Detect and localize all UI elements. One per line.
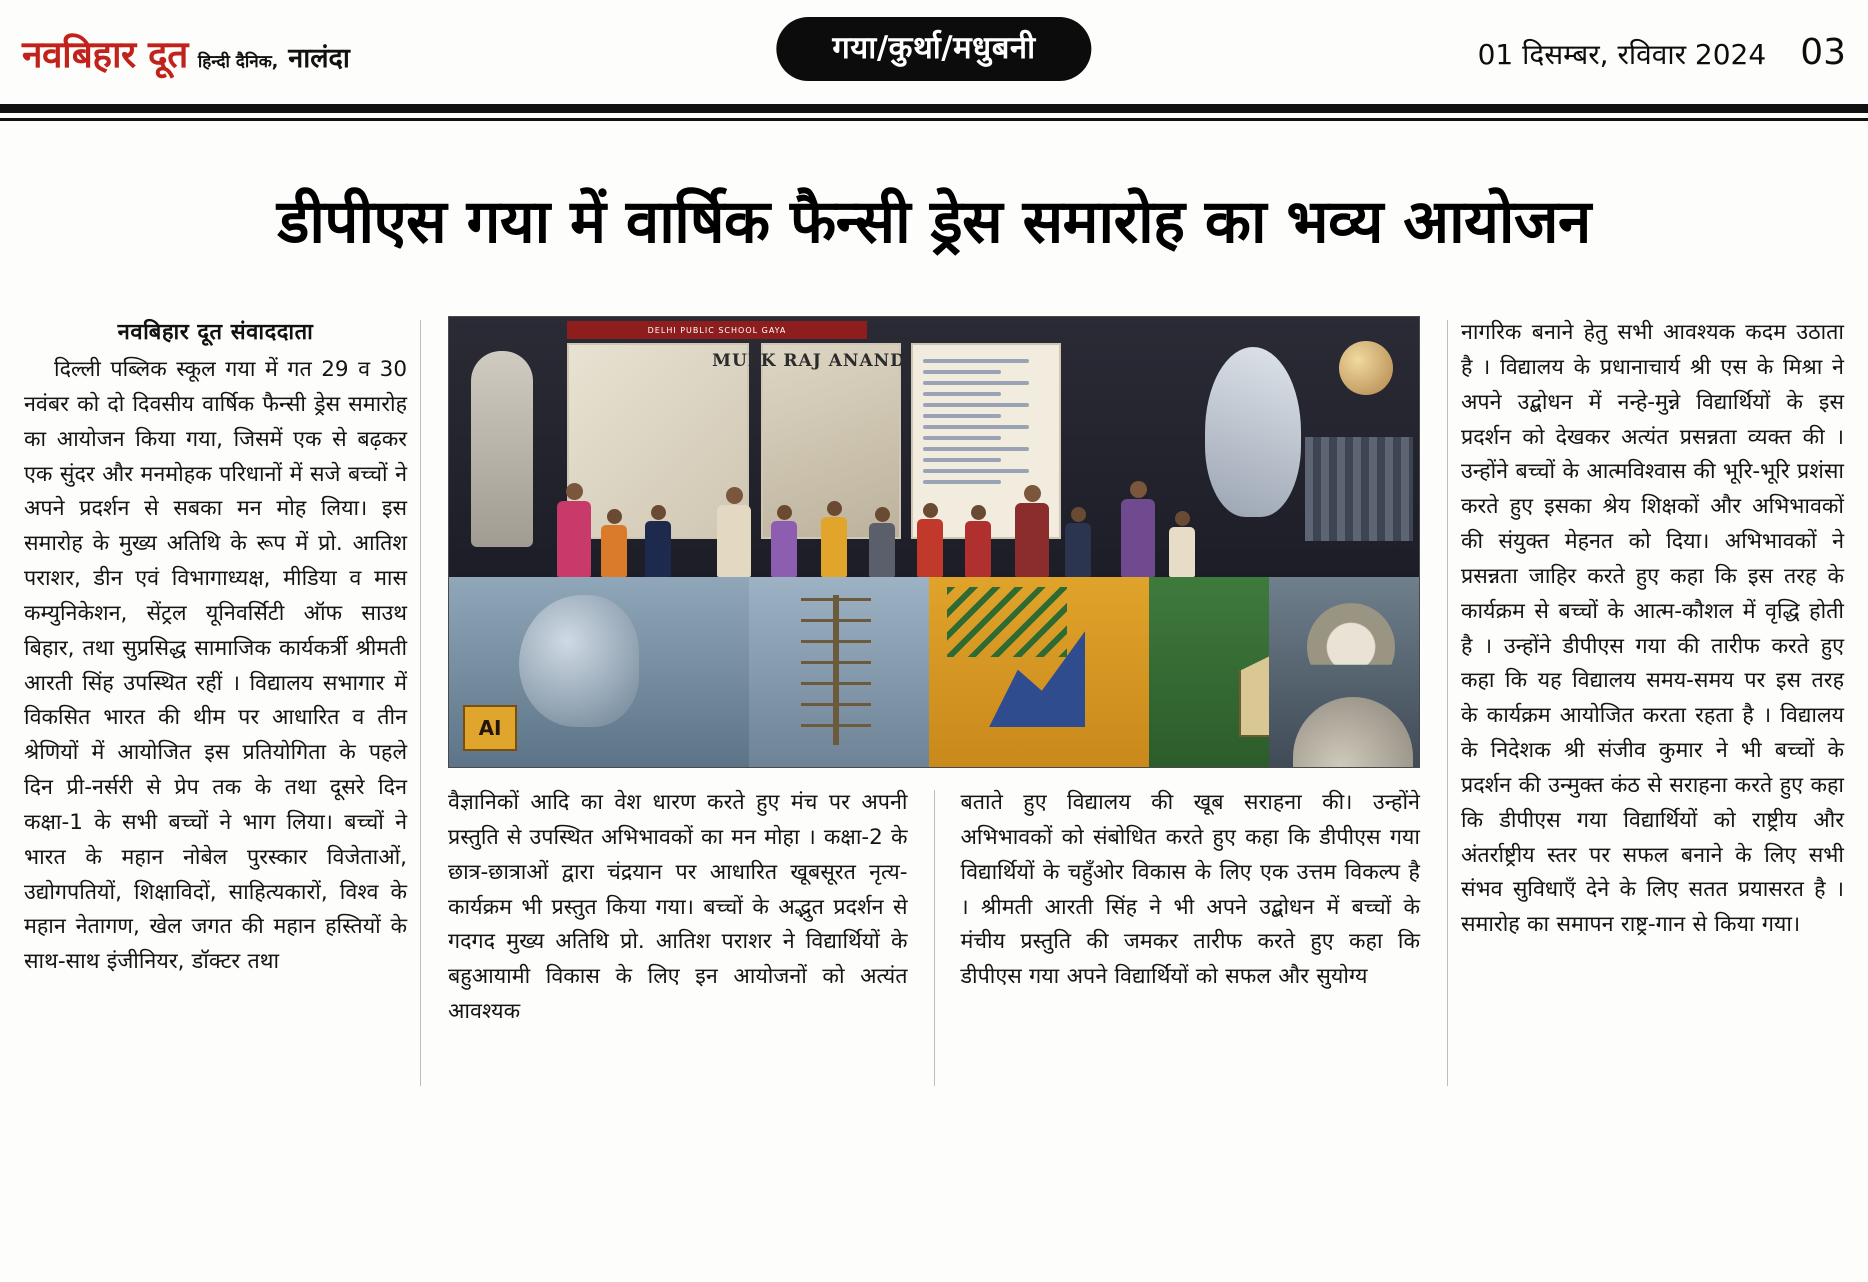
middle-text-columns (448, 786, 1420, 1086)
column-2 (448, 786, 920, 1086)
article-photo (448, 316, 1420, 768)
photo-performer (717, 487, 751, 577)
photo-mural-ai-head (519, 595, 639, 727)
column-1 (24, 316, 407, 1086)
byline: नवबिहार दूत संवाददाता (117, 320, 314, 346)
masthead-divider-thin (0, 118, 1868, 121)
brand-name: नवबिहार दूत (22, 32, 188, 76)
newspaper-logo (22, 27, 350, 78)
photo-performer (557, 483, 591, 577)
dateline (1478, 32, 1846, 73)
photo-performer (1121, 481, 1155, 577)
article-headline: डीपीएस गया में वार्षिक फैन्सी ड्रेस समारोह का भव्य आयोजन (277, 187, 1591, 258)
photo-robot-face (1205, 347, 1301, 517)
brand-subtitle: हिन्दी दैनिक, (197, 51, 279, 72)
brand-city: नालंदा (288, 42, 350, 74)
page-number: 03 (1800, 31, 1846, 73)
photo-backdrop-title: MULK RAJ ANAND (712, 351, 906, 372)
paragraph-2: वैज्ञानिकों आदि का वेश धारण करते हुए मंच पर अपनी प्रस्तुति से उपस्थित अभिभावकों का मन मोहा । कक्षा-2 के छात्र-छात्राओं द्वारा चंद्रयान पर आधारित खूबसूरत नृत्य-कार्यक्रम भी प्रस्तुत किया गया। बच्चों के अद्भुत प्रदर्शन से गदगद मुख्य अतिथि प्रो. आतिश पराशर ने विद्यार्थियों के बहुआयामी विकास के लिए इन आयोजनों को अत्यंत आवश्यक (448, 790, 908, 1025)
photo-performer (601, 509, 627, 577)
column-divider-3 (1447, 320, 1448, 1086)
paragraph-4: नागरिक बनाने हेतु सभी आवश्यक कदम उठाता है । विद्यालय के प्रधानाचार्य श्री एस के मिश्रा ने अपने उद्बोधन में नन्हे-मुन्ने विद्यार्थियों के इस प्रदर्शन को देखकर अत्यंत प्रसन्नता व्यक्त की । उन्होंने बच्चों के आत्मविश्वास की भूरि-भूरि प्रशंसा करते हुए इसका श्रेय शिक्षकों और अभिभावकों की संयुक्त मेहनत को दिया। अभिभावकों ने प्रसन्नता जाहिर करते हुए कहा कि इस तरह के कार्यक्रम से बच्चों के आत्म-कौशल में वृद्धि होती है । उन्होंने डीपीएस गया की तारीफ करते हुए कहा कि यह विद्यालय समय-समय पर इस तरह के कार्यक्रम आयोजित करता रहता है । विद्यालय के निदेशक श्री संजीव कुमार ने भी बच्चों के प्रदर्शन की उन्मुक्त कंठ से सराहना करते हुए कहा कि डीपीएस गया विद्यार्थियों को राष्ट्रीय और अंतर्राष्ट्रीय स्तर पर सफल बनाने के लिए सभी संभव सुविधाएँ देने के लिए सतत प्रयासरत है । समारोह का समापन राष्ट्र-गान से किया गया। (1460, 320, 1844, 938)
masthead-divider-thick (0, 104, 1868, 113)
article-body (0, 316, 1868, 1086)
column-divider-2 (934, 790, 935, 1086)
photo-school-banner: DELHI PUBLIC SCHOOL GAYA (567, 321, 867, 339)
photo-mural-ai-label: AI (463, 705, 517, 751)
masthead (0, 0, 1868, 104)
edition-badge: गया/कुर्था/मधुबनी (776, 17, 1091, 81)
photo-mural-tower (801, 595, 871, 745)
photo-performer (965, 505, 991, 577)
publication-date: 01 दिसम्बर, रविवार 2024 (1477, 37, 1767, 71)
photo-statue (471, 351, 533, 547)
photo-performer (1065, 507, 1091, 577)
photo-city-skyline (1305, 437, 1413, 541)
paragraph-1: दिल्ली पब्लिक स्कूल गया में गत 29 व 30 नवंबर को दो दिवसीय वार्षिक फैन्सी ड्रेस समारोह का आयोजन किया गया, जिसमें एक से बढ़कर एक सुंदर और मनमोहक परिधानों में सजे बच्चों ने अपने प्रदर्शन से सबका मन मोह लिया। इस समारोह के मुख्य अतिथि के रूप में प्रो. आतिश पराशर, डीन एवं विभागाध्यक्ष, मीडिया व मास कम्युनिकेशन, सेंट्रल यूनिवर्सिटी ऑफ साउथ बिहार, तथा सुप्रसिद्ध सामाजिक कार्यकर्त्री श्रीमती आरती सिंह उपस्थित रहीं । विद्यालय सभागार में विकसित भारत की थीम पर आधारित व तीन श्रेणियों में आयोजित इस प्रतियोगिता के पहले दिन प्री-नर्सरी से प्रेप तक के तथा दूसरे दिन कक्षा-1 के सभी बच्चों ने भाग लिया। बच्चों ने भारत के महान नोबेल पुरस्कार विजेताओं, उद्योगपतियों, शिक्षाविदों, साहित्यकारों, विश्व के महान नेतागण, खेल जगत की महान हस्तियों के साथ-साथ इंजीनियर, डॉक्टर तथा (24, 357, 408, 975)
photo-performer (917, 503, 943, 577)
column-4 (1461, 316, 1844, 1086)
photo-planet (1339, 341, 1393, 395)
photo-performer (869, 507, 895, 577)
photo-performer (821, 501, 847, 577)
photo-performer (771, 505, 797, 577)
photo-performer (1169, 511, 1195, 577)
paragraph-3: बताते हुए विद्यालय की खूब सराहना की। उन्होंने अभिभावकों को संबोधित करते हुए कहा कि डीपीएस गया विद्यार्थियों के चहुँओर विकास के लिए एक उत्तम विकल्प है । श्रीमती आरती सिंह ने भी अपने उद्बोधन में बच्चों के मंचीय प्रस्तुति की जमकर तारीफ करते हुए कहा कि डीपीएस गया अपने विद्यार्थियों को सफल और सुयोग्य (960, 790, 1420, 990)
photo-performer (645, 505, 671, 577)
column-divider-1 (420, 320, 421, 1086)
column-3 (948, 786, 1420, 1086)
column-middle (434, 316, 1434, 1086)
photo-performer (1015, 485, 1049, 577)
photo-mural-branch (947, 587, 1067, 657)
